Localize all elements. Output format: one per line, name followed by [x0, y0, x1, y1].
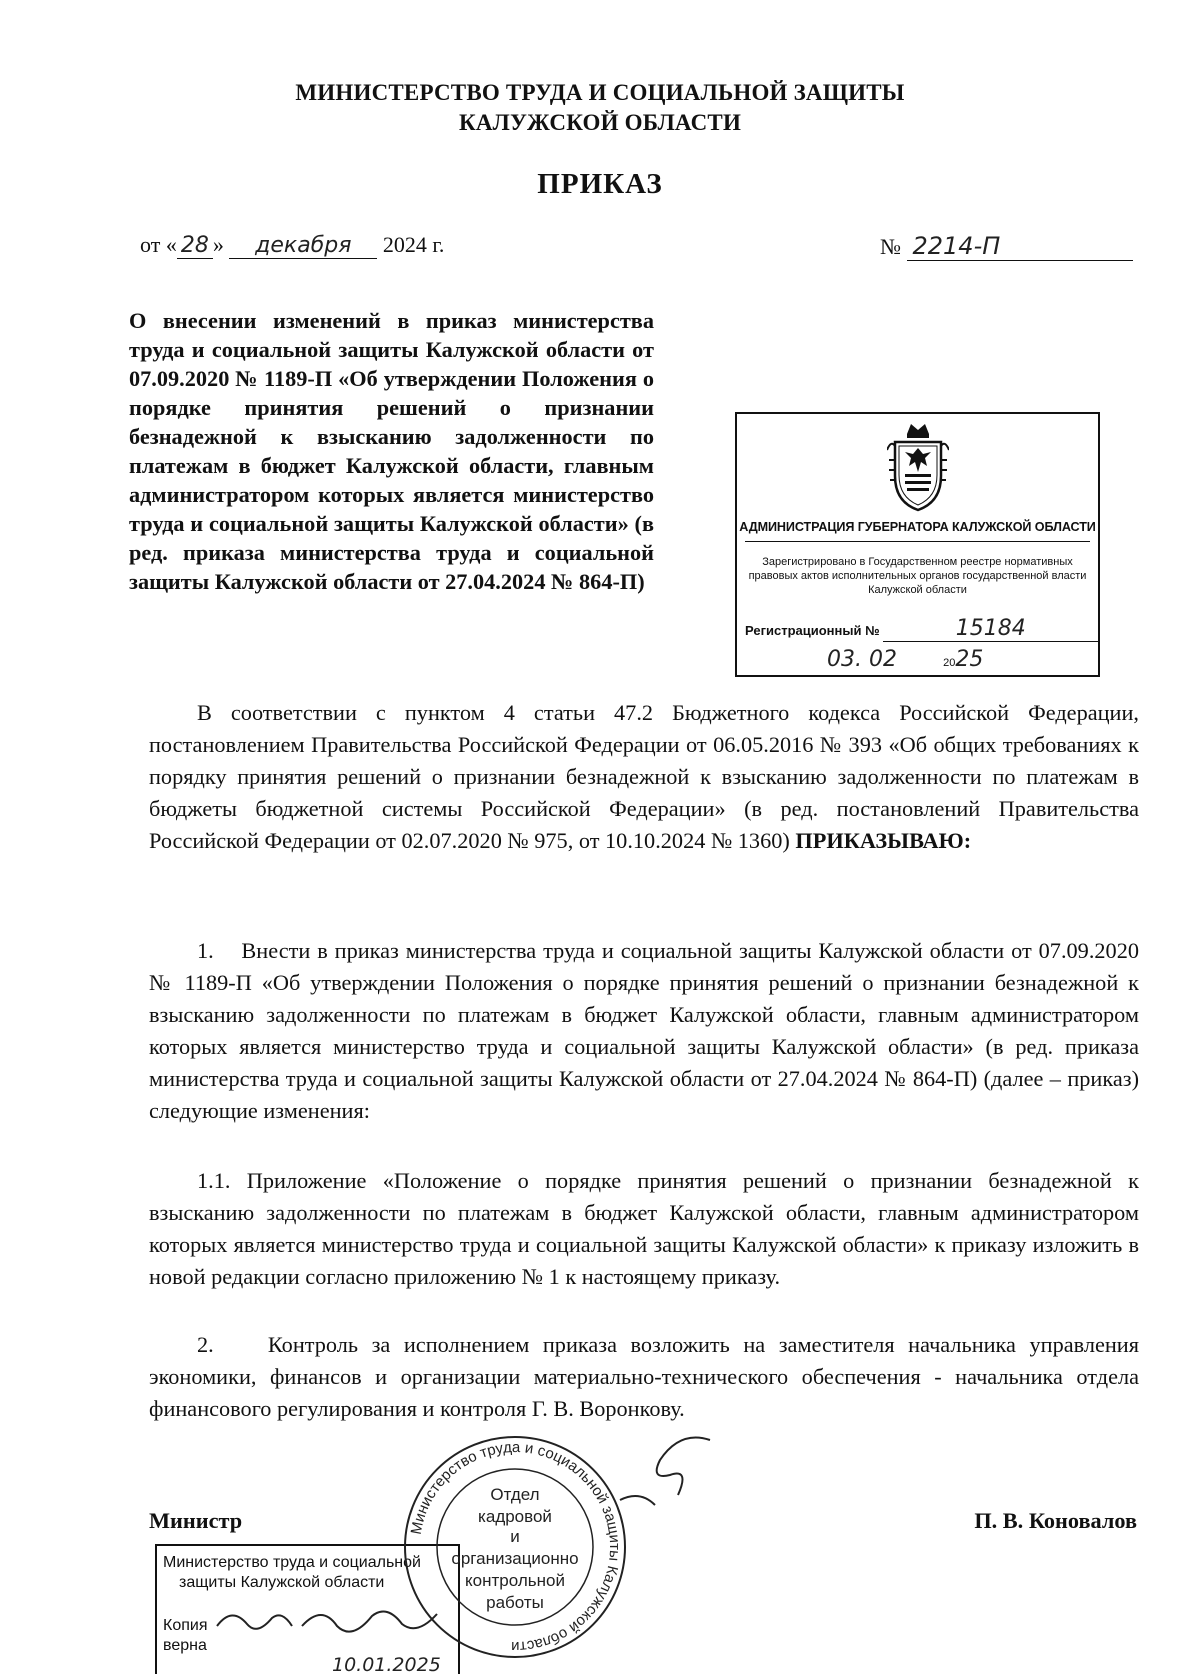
document-type: ПРИКАЗ	[537, 168, 663, 200]
stamp-registered-text: Зарегистрировано в Государственном реестре нормативных правовых актов исполнительных органов государственной власти Калужской области	[748, 556, 1087, 596]
copy-stamp-line1: Министерство труда и социальной	[163, 1554, 421, 1571]
stamp-reg-date-line	[827, 646, 983, 672]
copy-date: 10.01.2025	[332, 1654, 441, 1676]
date-from-label: от «	[140, 232, 177, 257]
preamble-text: В соответствии с пунктом 4 статьи 47.2 Бюджетного кодекса Российской Федерации, постановлением Правительства Российской Федерации от 06.05.2016 № 393 «Об общих требованиях к порядку принятия решений о признании безнадежной к взысканию задолженности по платежам в бюджеты бюджетной системы Российской Федерации» (в ред. постановлений Правительства Российской Федерации от 02.07.2020 № 975, от 10.10.2024 № 1360)	[149, 700, 1139, 853]
stamp-reg-year: 25	[955, 647, 984, 672]
copy-label: Копия	[163, 1617, 208, 1634]
seal-ring-text: Министерство труда и социальной защиты Калужской области	[407, 1438, 624, 1656]
seal-center-line: работы	[486, 1593, 544, 1612]
seal-center-line: и	[510, 1527, 520, 1546]
ministry-name-line2: КАЛУЖСКОЙ ОБЛАСТИ	[458, 110, 742, 135]
order-date	[140, 232, 444, 259]
date-day: 28	[177, 233, 213, 259]
coat-of-arms-icon	[887, 420, 949, 512]
item-2: 2. Контроль за исполнением приказа возложить на заместителя начальника управления экономики, финансов и организации материально-технического обеспечения - начальника отдела финансового регулирования и контроля Г. В. Воронкову.	[149, 1332, 1139, 1421]
item-1-1: 1.1. Приложение «Положение о порядке принятия решений о признании безнадежной к взысканию задолженности по платежам в бюджет Калужской области, главным администратором которых является министерство труда и социальной защиты Калужской области» к приказу изложить в новой редакции согласно приложению № 1 к настоящему приказу.	[149, 1168, 1139, 1289]
order-subject: О внесении изменений в приказ министерства труда и социальной защиты Калужской области от 07.09.2020 № 1189-П «Об утверждении Положения о порядке принятия решений о признании безнадежной к взысканию задолженности по платежам в бюджет Калужской области, главным администратором которых является министерство труда и социальной защиты Калужской области» (в ред. приказа министерства труда и социальной защиты Калужской области от 27.04.2024 № 864-П)	[129, 308, 654, 594]
ministry-header	[0, 78, 1200, 138]
registration-stamp	[735, 412, 1100, 677]
seal-center-line: кадровой	[478, 1507, 552, 1526]
seal-center-line: организационно	[451, 1549, 579, 1568]
order-number	[880, 232, 1133, 261]
order-word: ПРИКАЗЫВАЮ:	[795, 828, 972, 853]
date-year: 2024 г.	[382, 232, 445, 257]
stamp-admin-title: АДМИНИСТРАЦИЯ ГУБЕРНАТОРА КАЛУЖСКОЙ ОБЛАСТИ	[739, 520, 1096, 534]
date-month: декабря	[229, 233, 377, 259]
copy-stamp-labels	[163, 1616, 207, 1656]
seal-center-line: контрольной	[465, 1571, 565, 1590]
stamp-reg-number-line	[745, 616, 1098, 642]
item-1: 1. Внести в приказ министерства труда и социальной защиты Калужской области от 07.09.2020 № 1189-П «Об утверждении Положения о порядке принятия решений о признании безнадежной к взысканию задолженности по платежам в бюджет Калужской области, главным администратором которых является министерство труда и социальной защиты Калужской области» (в ред. приказа министерства труда и социальной защиты Калужской области от 27.04.2024 № 864-П) (далее – приказ) следующие изменения:	[149, 938, 1139, 1123]
department-seal-icon	[400, 1420, 630, 1674]
date-quote-close: »	[212, 232, 224, 257]
stamp-reg-number: 15184	[883, 616, 1098, 642]
verna-label: верна	[163, 1637, 207, 1654]
stamp-reg-label: Регистрационный №	[745, 623, 880, 638]
stamp-reg-date: 03. 02	[827, 647, 897, 672]
stamp-divider	[745, 541, 1090, 542]
minister-name: П. В. Коновалов	[974, 1508, 1137, 1533]
stamp-reg-year-prefix: 20	[943, 657, 956, 669]
copy-stamp-line2: защиты Калужской области	[179, 1574, 385, 1591]
number-value: 2214-П	[907, 232, 1133, 261]
preamble-paragraph	[149, 697, 1139, 857]
ministry-name-line1: МИНИСТЕРСТВО ТРУДА И СОЦИАЛЬНОЙ ЗАЩИТЫ	[295, 80, 905, 105]
seal-center-line: Отдел	[490, 1485, 540, 1504]
number-label: №	[880, 234, 901, 259]
minister-title: Министр	[149, 1508, 243, 1533]
